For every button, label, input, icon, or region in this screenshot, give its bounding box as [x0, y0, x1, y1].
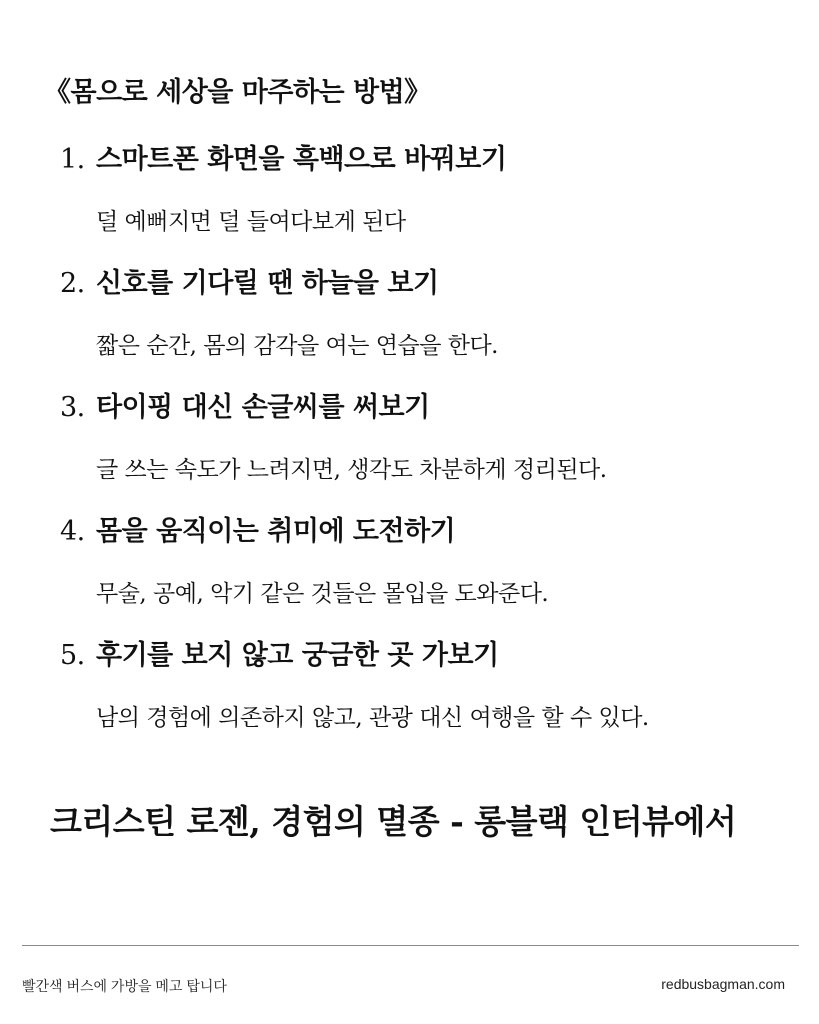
list-item-number: 2. [60, 268, 85, 299]
list-item [60, 137, 800, 236]
list-item [60, 385, 800, 484]
footer-brand: 빨간색 버스에 가방을 메고 탑니다 [22, 978, 227, 994]
list-item-title: 스마트폰 화면을 흑백으로 바꿔보기 [96, 144, 507, 175]
list-item-heading [60, 509, 800, 549]
list-item-description: 덜 예뻐지면 덜 들여다보게 된다 [96, 209, 406, 235]
list-item-heading [60, 261, 800, 301]
list-item-title: 신호를 기다릴 땐 하늘을 보기 [96, 268, 439, 299]
list-item-heading [60, 137, 800, 177]
list-item-title: 타이핑 대신 손글씨를 써보기 [96, 392, 430, 423]
footer-website-link[interactable]: redbusbagman.com [661, 976, 785, 992]
list-item-number: 1. [60, 144, 85, 175]
page-title: 《몸으로 세상을 마주하는 방법》 [44, 77, 431, 108]
list-item-description: 짧은 순간, 몸의 감각을 여는 연습을 한다. [96, 333, 498, 359]
list-item-heading [60, 385, 800, 425]
list-item [60, 633, 800, 732]
list-item [60, 261, 800, 360]
list-item-title: 후기를 보지 않고 궁금한 곳 가보기 [96, 640, 499, 671]
list-item [60, 509, 800, 608]
list-item-description: 글 쓰는 속도가 느려지면, 생각도 차분하게 정리된다. [96, 457, 607, 483]
list-item-number: 5. [60, 640, 85, 671]
list-item-title: 몸을 움직이는 취미에 도전하기 [96, 516, 456, 547]
footer-divider [22, 945, 799, 946]
list-item-description: 무술, 공예, 악기 같은 것들은 몰입을 도와준다. [96, 581, 549, 607]
list-item-number: 3. [60, 392, 85, 423]
list-item-description: 남의 경험에 의존하지 않고, 관광 대신 여행을 할 수 있다. [96, 705, 649, 731]
list-item-heading [60, 633, 800, 673]
source-quote: 크리스틴 로젠, 경험의 멸종 - 롱블랙 인터뷰에서 [50, 802, 737, 841]
list-item-number: 4. [60, 516, 85, 547]
